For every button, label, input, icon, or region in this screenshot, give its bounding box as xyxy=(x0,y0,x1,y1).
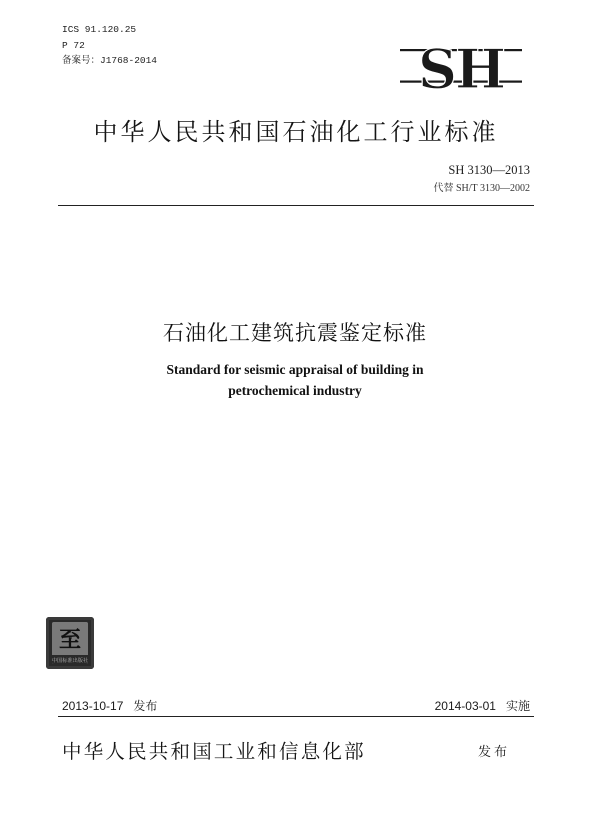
sh-logo-text: SH xyxy=(417,40,505,92)
sh-logo-graphic xyxy=(398,40,524,92)
implement-date-line xyxy=(435,697,530,714)
publish-label: 发布 xyxy=(133,699,158,713)
document-title-en xyxy=(0,359,590,401)
document-title-en-line2: petrochemical industry xyxy=(228,383,362,398)
document-title-cn: 石油化工建筑抗震鉴定标准 xyxy=(163,321,427,345)
classification-block xyxy=(62,22,157,69)
issuing-action: 发布 xyxy=(478,745,511,760)
stamp-caption: 中国标准出版社 xyxy=(52,658,88,664)
standard-number: SH 3130—2013 xyxy=(448,163,530,177)
implement-label: 实施 xyxy=(505,699,530,713)
top-divider xyxy=(58,205,534,206)
issuing-authority: 中华人民共和国工业和信息化部 xyxy=(62,740,366,763)
category-code: P 72 xyxy=(62,39,85,51)
ics-code: ICS 91.120.25 xyxy=(62,24,137,35)
stamp-graphic xyxy=(52,622,88,664)
replaced-standard: 代替 SH/T 3130—2002 xyxy=(433,183,530,194)
publish-date: 2013-10-17 xyxy=(62,699,124,713)
publisher-stamp xyxy=(46,617,94,669)
document-title-en-line1: Standard for seismic appraisal of building in xyxy=(166,362,424,377)
industry-standard-title: 中华人民共和国石油化工行业标准 xyxy=(93,118,499,146)
stamp-glyph: 至 xyxy=(58,627,82,653)
sh-logo xyxy=(398,40,524,92)
filing-number: 备案号：J1768-2014 xyxy=(62,55,158,66)
implement-date: 2014-03-01 xyxy=(434,699,496,713)
bottom-divider xyxy=(58,716,534,717)
publish-date-line xyxy=(62,697,157,714)
